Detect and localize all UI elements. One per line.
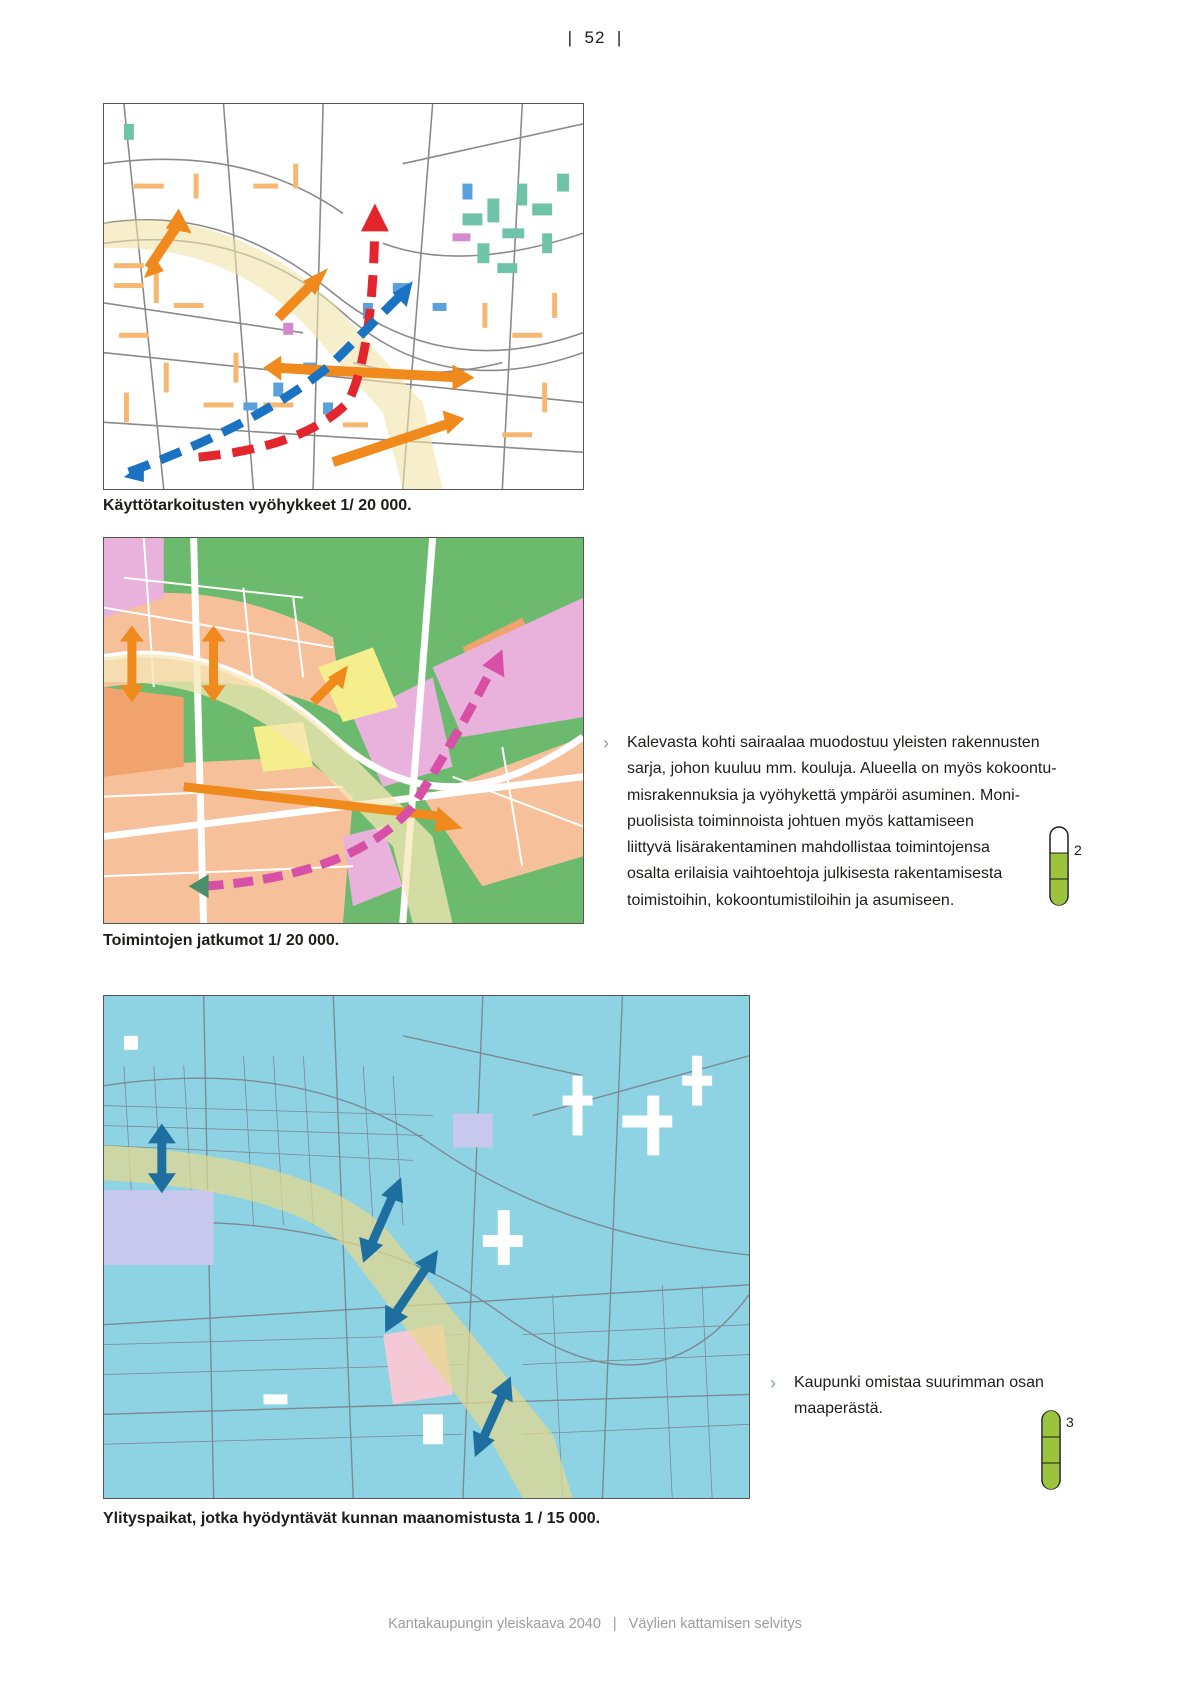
chevron-right-icon: › xyxy=(770,1373,776,1393)
chevron-right-icon: › xyxy=(603,733,609,753)
gauge-segment xyxy=(1043,1463,1059,1482)
footer-report-title: Väylien kattamisen selvitys xyxy=(628,1616,802,1632)
land-use-zones-map-graphic xyxy=(104,104,583,489)
gauge-segment xyxy=(1051,879,1067,898)
map-caption-land-use: Käyttötarkoitusten vyöhykkeet 1/ 20 000. xyxy=(103,497,412,514)
land-use-zones-map xyxy=(103,103,584,490)
page-number-value: 52 xyxy=(584,28,606,47)
gauge-segment xyxy=(1043,1418,1059,1437)
page-footer xyxy=(0,1616,1190,1632)
map-caption-activity-continuum: Toimintojen jatkumot 1/ 20 000. xyxy=(103,932,340,949)
gauge-segment xyxy=(1043,1437,1059,1463)
gauge-segment xyxy=(1051,853,1067,879)
activity-continuum-map xyxy=(103,537,584,924)
footer-document-title: Kantakaupungin yleiskaava 2040 xyxy=(388,1616,601,1632)
note-public-buildings: › Kalevasta kohti sairaalaa muodostuu yleisten rakennusten sarja, johon kuuluu mm. kouluja. Alueella on myös kokoontu- misrakennuksia ja vyöhykettä ympäröi asuminen. Moni- puolisista toiminnoista johtuen myös kattamiseen liittyvä lisärakentaminen mahdollistaa toimintojensa osalta erilaisia vaihtoehtoja julkisesta rakentamisesta toimistoihin, kokoontumistiloihin ja asumiseen. xyxy=(627,730,1087,914)
rating-gauge-1 xyxy=(1049,826,1069,906)
gauge-icon xyxy=(1049,826,1069,906)
map-caption-crossing-places: Ylityspaikat, jotka hyödyntävät kunnan maanomistusta 1 / 15 000. xyxy=(103,1510,601,1527)
note-land-ownership: › Kaupunki omistaa suurimman osan maaperästä. xyxy=(794,1370,1094,1423)
crossing-places-map xyxy=(103,995,750,1499)
footer-separator: | xyxy=(612,1616,617,1632)
rating-gauge-2 xyxy=(1041,1410,1061,1490)
gauge-icon xyxy=(1041,1410,1061,1490)
rating-value-2: 3 xyxy=(1066,1414,1074,1430)
crossing-places-map-graphic xyxy=(104,996,749,1498)
activity-continuum-map-graphic xyxy=(104,538,583,923)
page-number: | 52 | xyxy=(567,28,623,47)
rating-value-1: 2 xyxy=(1074,842,1082,858)
